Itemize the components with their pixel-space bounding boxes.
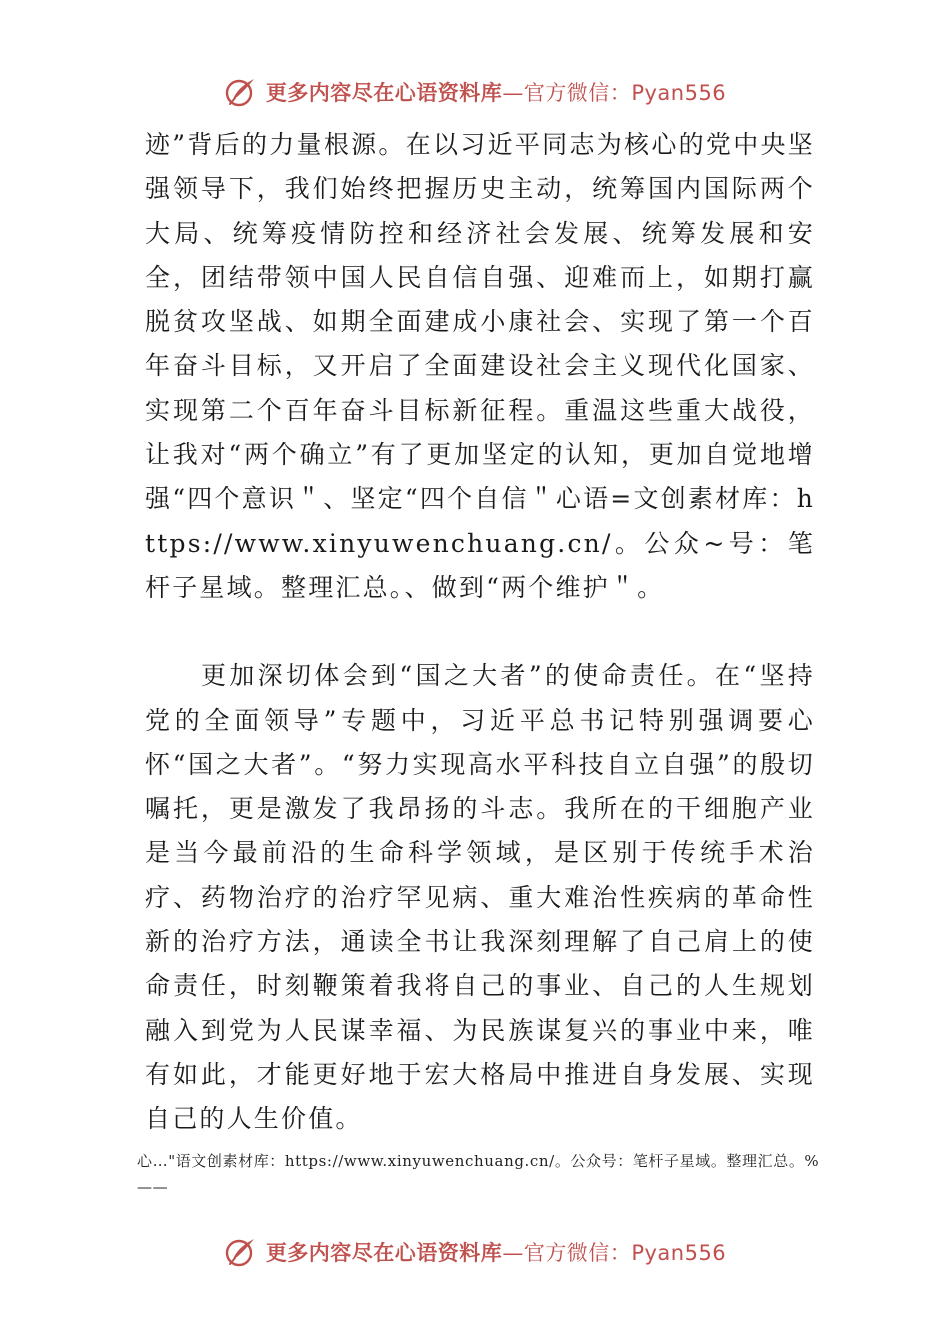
- quill-seal-icon: [224, 75, 258, 109]
- body-paragraph-1: 迹”背后的力量根源。在以习近平同志为核心的党中央坚强领导下，我们始终把握历史主动，统筹国内国际两个大局、统筹疫情防控和经济社会发展、统筹发展和安全，团结带领中国人民自信自强、迎难而上，如期打赢脱贫攻坚战、如期全面建成小康社会、实现了第一个百年奋斗目标，又开启了全面建设社会主义现代化国家、实现第二个百年奋斗目标新征程。重温这些重大战役，让我对“两个确立”有了更加坚定的认知，更加自觉地增强“四个意识＂、坚定“四个自信＂心语=文创素材库：https://www.xinyuwenchuang.cn/。公众~号：笔杆子星域。整理汇总。、做到“两个维护＂。: [145, 130, 815, 602]
- footer-banner-wechat-label: 官方微信：: [523, 1241, 632, 1265]
- header-banner-text: [266, 77, 726, 107]
- quill-seal-icon: [224, 1235, 258, 1269]
- header-banner-wechat-label: 官方微信：: [523, 81, 632, 105]
- footer-banner-text: [266, 1237, 726, 1267]
- header-banner-title: 更多内容尽在心语资料库: [265, 81, 503, 105]
- footer-banner: [0, 1232, 950, 1272]
- header-banner-separator: —: [502, 81, 524, 105]
- footer-banner-wechat-id: Pyan556: [631, 1241, 727, 1265]
- document-body: [145, 123, 815, 1142]
- footer-banner-title: 更多内容尽在心语资料库: [265, 1241, 503, 1265]
- footer-banner-separator: —: [502, 1241, 524, 1265]
- header-banner-wechat-id: Pyan556: [631, 81, 727, 105]
- header-banner: [0, 72, 950, 112]
- body-paragraph-2: 更加深切体会到“国之大者”的使命责任。在“坚持党的全面领导”专题中，习近平总书记特别强调要心怀“国之大者”。“努力实现高水平科技自立自强”的殷切嘱托，更是激发了我昂扬的斗志。我所在的干细胞产业是当今最前沿的生命科学领域，是区别于传统手术治疗、药物治疗的治疗罕见病、重大难治性疾病的革命性新的治疗方法，通读全书让我深刻理解了自己肩上的使命责任，时刻鞭策着我将自己的事业、自己的人生规划融入到党为人民谋幸福、为民族谋复兴的事业中来，唯有如此，才能更好地于宏大格局中推进自身发展、实现自己的人生价值。: [145, 661, 815, 1134]
- footnote-text: 心…"语文创素材库：https://www.xinyuwenchuang.cn/。公众号：笔杆子星域。整理汇总。%——: [137, 1152, 820, 1196]
